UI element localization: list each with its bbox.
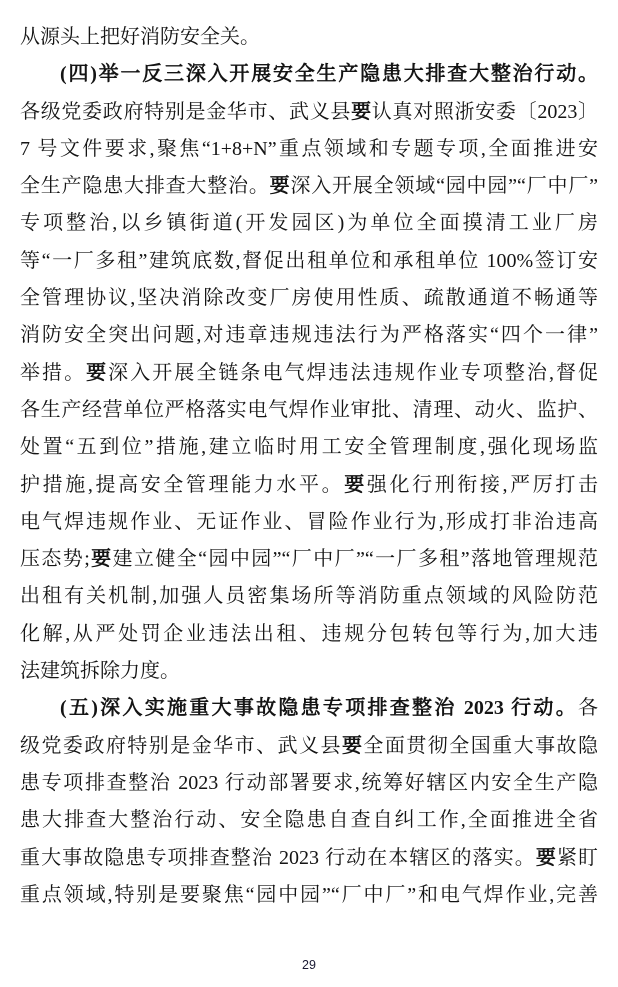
text-line (20, 840, 598, 877)
emphasis-text: 要 (344, 473, 367, 496)
text-line (20, 765, 598, 802)
body-text: 建立健全“园中园”“厂中厂”“一厂多租”落地管理规范 (112, 548, 599, 571)
body-text: 从源头上把好消防安全关。 (20, 26, 260, 48)
text-line (20, 429, 598, 466)
text-line (20, 131, 598, 168)
body-text: 出租有关机制,加强人员密集场所等消防重点领域的风险防范 (20, 585, 598, 608)
text-line (20, 690, 598, 727)
body-text: 深入开展全领域“园中园”“厂中厂” (290, 175, 599, 198)
text-line (20, 504, 598, 541)
body-text: 紧盯 (556, 846, 599, 869)
text-line (20, 205, 598, 242)
emphasis-text: 要 (535, 846, 557, 869)
text-line (20, 355, 598, 392)
body-text: 认真对照浙安委〔2023〕 (371, 100, 599, 123)
text-line (20, 467, 598, 504)
body-text: 患大排查大整治行动、安全隐患自查自纠工作,全面推进全省 (20, 809, 598, 832)
body-text: 各生产经营单位严格落实电气焊作业审批、清理、动火、监护、 (20, 398, 598, 421)
document-text-block (20, 19, 598, 914)
body-text: 深入开展全链条电气焊违法违规作业专项整治,督促 (108, 361, 599, 384)
text-line (20, 802, 598, 839)
page-number: 29 (302, 958, 316, 972)
body-text: 患专项排查整治 2023 行动部署要求,统筹好辖区内安全生产隐 (20, 771, 598, 794)
text-line (20, 653, 598, 690)
body-text: 专项整治,以乡镇街道(开发园区)为单位全面摸清工业厂房 (20, 212, 598, 235)
body-text: 压态势; (20, 548, 90, 571)
text-line (20, 56, 598, 93)
text-line (20, 877, 598, 914)
body-text: 重大事故隐患专项排查整治 2023 行动在本辖区的落实。 (20, 846, 536, 869)
body-text: 重点领域,特别是要聚焦“园中园”“厂中厂”和电气焊作业,完善 (20, 883, 598, 906)
body-text: 等“一厂多租”建筑底数,督促出租单位和承租单位 100%签订安 (20, 249, 598, 272)
text-line (20, 616, 598, 653)
body-text: 化解,从严处罚企业违法出租、违规分包转包等行为,加大违 (20, 622, 598, 645)
text-line (20, 317, 598, 354)
body-text: 全面贯彻全国重大事故隐 (363, 734, 599, 757)
emphasis-text: 要 (86, 361, 109, 384)
text-line (20, 280, 598, 317)
body-text: 全生产隐患大排查大整治。 (20, 175, 270, 198)
text-line (20, 541, 598, 578)
body-text: 各 (578, 697, 598, 720)
text-line (20, 392, 598, 429)
text-line (20, 19, 598, 56)
body-text: 消防安全突出问题,对违章违规违法行为严格落实“四个一律” (20, 324, 598, 347)
body-text: 强化行刑衔接,严厉打击 (366, 473, 599, 496)
section-heading-text: (五)深入实施重大事故隐患专项排查整治 2023 行动。 (60, 697, 578, 720)
section-heading-text: (四)举一反三深入开展安全生产隐患大排查大整治行动。 (60, 63, 598, 86)
emphasis-text: 要 (341, 734, 364, 757)
body-text: 级党委政府特别是金华市、武义县 (20, 734, 342, 757)
text-line (20, 578, 598, 615)
body-text: 全管理协议,坚决消除改变厂房使用性质、疏散通道不畅通等 (20, 287, 598, 310)
body-text: 护措施,提高安全管理能力水平。 (20, 473, 345, 496)
emphasis-text: 要 (89, 548, 113, 571)
body-text: 各级党委政府特别是金华市、武义县 (20, 100, 352, 123)
body-text: 处置“五到位”措施,建立临时用工安全管理制度,强化现场监 (20, 436, 598, 459)
emphasis-text: 要 (351, 100, 372, 123)
body-text: 法建筑拆除力度。 (20, 660, 180, 683)
text-line (20, 728, 598, 765)
body-text: 电气焊违规作业、无证作业、冒险作业行为,形成打非治违高 (20, 510, 598, 533)
text-line (20, 94, 598, 131)
text-line (20, 243, 598, 280)
emphasis-text: 要 (269, 175, 291, 198)
text-line (20, 168, 598, 205)
body-text: 举措。 (20, 361, 87, 384)
body-text: 7 号文件要求,聚焦“1+8+N”重点领域和专题专项,全面推进安 (20, 137, 598, 160)
